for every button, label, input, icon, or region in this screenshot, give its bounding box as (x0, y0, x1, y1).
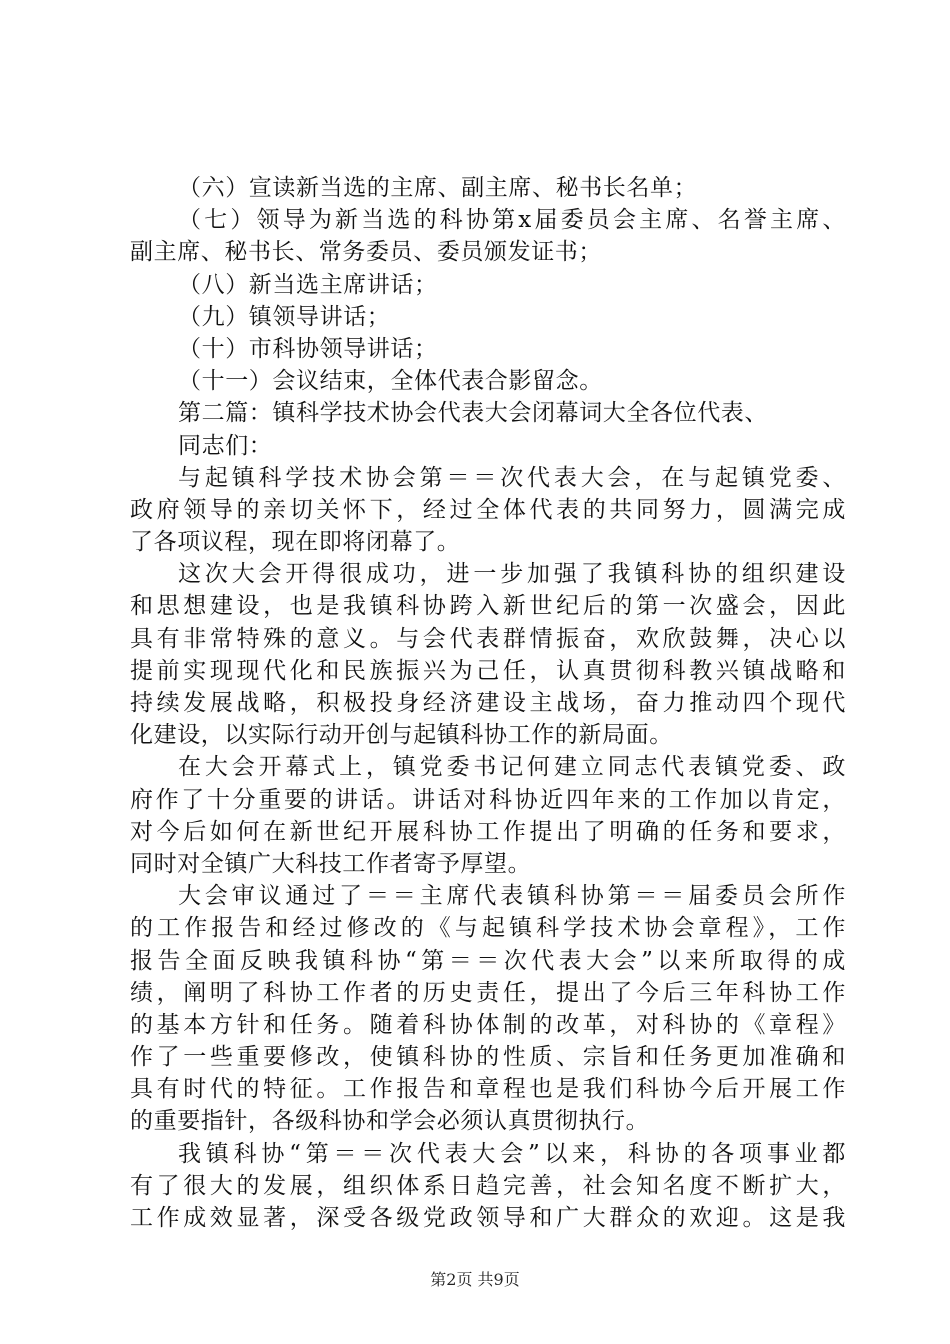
text-line: 有了很大的发展，组织体系日趋完善，社会知名度不断扩大， (130, 1172, 846, 1199)
text-line: （十）市科协领导讲话； (178, 335, 438, 362)
text-line: 提前实现现代化和民族振兴为己任，认真贯彻科教兴镇战略和 (130, 657, 846, 684)
text-line: （九）镇领导讲话； (178, 303, 391, 330)
text-line: 作了一些重要修改，使镇科协的性质、宗旨和任务更加准确和 (130, 1044, 846, 1071)
text-line: 在大会开幕式上，镇党委书记何建立同志代表镇党委、政 (178, 754, 846, 781)
text-line: 的重要指针，各级科协和学会必须认真贯彻执行。 (130, 1108, 650, 1135)
text-line: 报告全面反映我镇科协“第＝＝次代表大会”以来所取得的成 (130, 947, 846, 974)
text-line: 对今后如何在新世纪开展科协工作提出了明确的任务和要求， (130, 818, 846, 845)
text-line: 政府领导的亲切关怀下，经过全体代表的共同努力，圆满完成 (130, 496, 846, 523)
text-line: （六）宣读新当选的主席、副主席、秘书长名单； (178, 175, 698, 201)
text-line: 我镇科协“第＝＝次代表大会”以来，科协的各项事业都 (178, 1140, 846, 1167)
page-footer (0, 1270, 950, 1290)
text-line: 化建设，以实际行动开创与起镇科协工作的新局面。 (130, 722, 673, 749)
text-line: 的基本方针和任务。随着科协体制的改革，对科协的《章程》 (130, 1011, 846, 1038)
text-line: 副主席、秘书长、常务委员、委员颁发证书； (130, 239, 602, 266)
text-line: 与起镇科学技术协会第＝＝次代表大会，在与起镇党委、 (178, 464, 846, 491)
text-line: 的工作报告和经过修改的《与起镇科学技术协会章程》，工作 (130, 915, 846, 942)
text-line: （八）新当选主席讲话； (178, 271, 438, 298)
document-body (130, 172, 846, 1234)
text-line: 府作了十分重要的讲话。讲话对科协近四年来的工作加以肯定， (130, 786, 846, 813)
text-line: 持续发展战略，积极投身经济建设主战场，奋力推动四个现代 (130, 690, 846, 716)
text-line: 和思想建设，也是我镇科协跨入新世纪后的第一次盛会，因此 (130, 593, 846, 620)
text-line: 工作成效显著，深受各级党政领导和广大群众的欢迎。这是我 (130, 1205, 846, 1231)
text-line: 同时对全镇广大科技工作者寄予厚望。 (130, 850, 532, 877)
page-number-label: 第2页 共9页 (430, 1270, 520, 1289)
text-line: （七）领导为新当选的科协第x届委员会主席、名誉主席、 (178, 207, 846, 234)
section-heading: 第二篇：镇科学技术协会代表大会闭幕词大全各位代表、 (178, 400, 768, 427)
text-line: 绩，阐明了科协工作者的历史责任，提出了今后三年科协工作 (130, 979, 846, 1006)
text-line: 这次大会开得很成功，进一步加强了我镇科协的组织建设 (178, 561, 846, 588)
text-line: 具有时代的特征。工作报告和章程也是我们科协今后开展工作 (130, 1076, 846, 1103)
text-line: 大会审议通过了＝＝主席代表镇科协第＝＝届委员会所作 (178, 883, 846, 910)
text-line: 了各项议程，现在即将闭幕了。 (130, 529, 461, 556)
text-line: 具有非常特殊的意义。与会代表群情振奋，欢欣鼓舞，决心以 (130, 625, 846, 652)
text-line: 同志们： (178, 432, 273, 459)
text-line: （十一）会议结束，全体代表合影留念。 (178, 368, 603, 395)
